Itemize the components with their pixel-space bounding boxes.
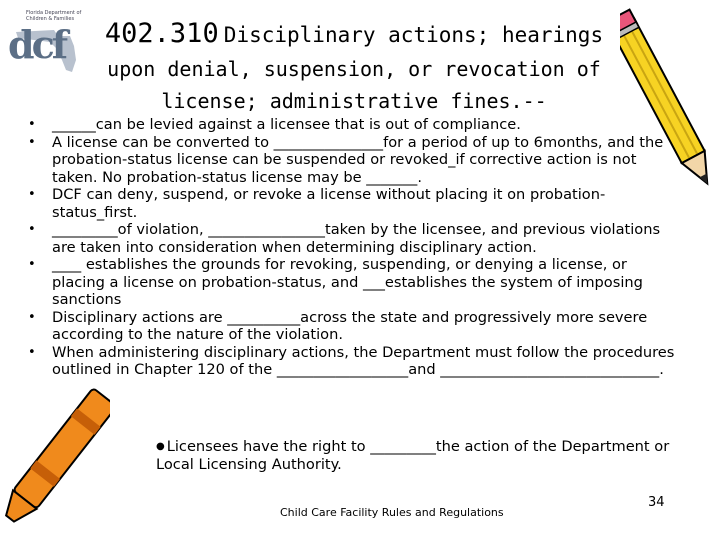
list-item: [22, 309, 682, 344]
list-item: [22, 344, 682, 379]
bullet-dot: •: [28, 257, 36, 272]
sub-bullet-text: Licensees have the right to _________the action of the Department or Local Licensing Authority.: [156, 438, 670, 473]
footer-text: Child Care Facility Rules and Regulations: [280, 506, 504, 519]
bullet-text: ____ establishes the grounds for revoking, suspending, or denying a license, or placing a license on probation-status, and ___establishes the system of imposing sanctions: [52, 256, 643, 308]
dcf-logo: [4, 8, 88, 80]
bullet-text: Disciplinary actions are __________across the state and progressively more severe according to the nature of the violation.: [52, 308, 648, 343]
bullet-text: _________of violation, ________________taken by the licensee, and previous violations are taken into consideration when determining disciplinary action.: [52, 221, 661, 256]
statute-number: 402.310: [104, 18, 219, 49]
bullet-dot: •: [28, 134, 36, 150]
logo-caption: Florida Department of Children & Families: [26, 10, 82, 22]
title-line-2: upon denial, suspension, or revocation of: [107, 57, 601, 81]
page-number: 34: [648, 495, 665, 510]
bullet-text: When administering disciplinary actions, the Department must follow the procedures outlined in Chapter 120 of the __________________and ______________________________.: [52, 343, 675, 378]
title-heading: Disciplinary actions; hearings: [223, 23, 604, 47]
slide-title: [84, 18, 624, 117]
list-item: [22, 256, 682, 309]
list-item: [22, 221, 682, 256]
list-item: [22, 116, 682, 134]
bullet-text: ______can be levied against a licensee that is out of compliance.: [52, 116, 521, 133]
bullet-dot: •: [28, 309, 36, 325]
bullet-dot: •: [28, 344, 36, 360]
list-item: [22, 134, 682, 187]
bullet-list: [22, 116, 682, 379]
list-item: [22, 186, 682, 221]
bullet-text: A license can be converted to _______________for a period of up to 6months, and the probation-status license can be suspended or revoked_if corrective action is not taken. No probation-status license may be _______.: [52, 133, 664, 186]
sub-bullet: [156, 438, 676, 473]
bullet-dot: •: [28, 222, 36, 237]
bullet-dot: •: [28, 187, 36, 202]
crayon-icon: [0, 386, 110, 536]
bullet-text: DCF can deny, suspend, or revoke a license without placing it on probation-status_first.: [52, 186, 606, 221]
title-line-3: license; administrative fines.--: [161, 89, 547, 113]
sub-bullet-dot: ●: [156, 441, 165, 453]
logo-letters: dcf: [8, 22, 66, 67]
bullet-dot: •: [28, 117, 36, 132]
